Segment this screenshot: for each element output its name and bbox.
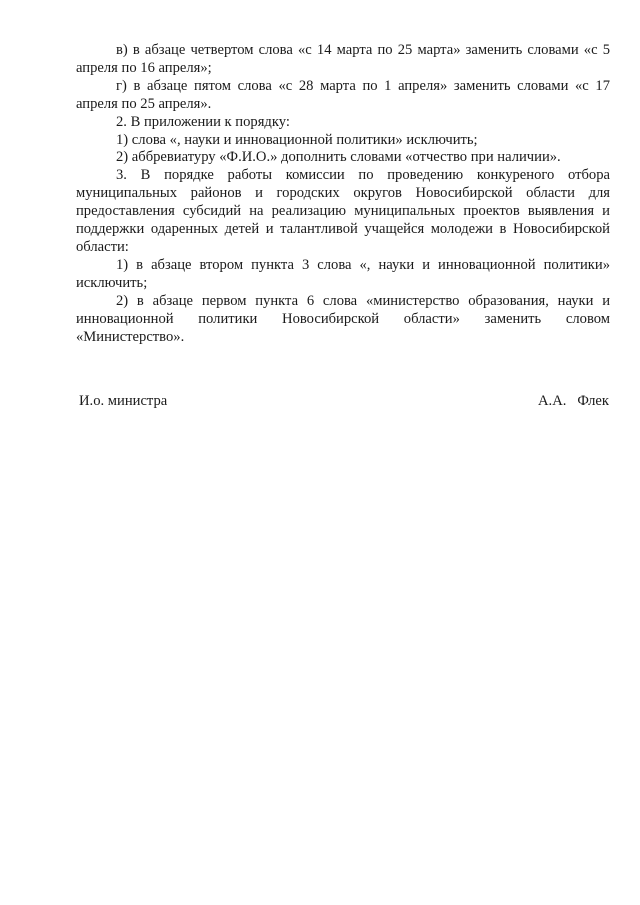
paragraph-section-2: 2. В приложении к порядку: — [116, 113, 290, 130]
paragraph-item-2: 2) аббревиатуру «Ф.И.О.» дополнить словами «отчество при наличии». — [116, 149, 561, 166]
paragraph-item-1: 1) слова «, науки и инновационной политики» исключить; — [116, 131, 478, 148]
paragraph-section-3: 3. В порядке работы комиссии по проведению конкуреного отбора муниципальных районов и городских округов Новосибирской области для предоставления субсидий на реализацию муниципальных проектов выявления и поддержки одаренных детей и талантливой учащейся молодежи в Новосибирской области: — [76, 167, 610, 255]
document-body — [76, 42, 610, 346]
paragraph-item-1-section-3: 1) в абзаце втором пункта 3 слова «, науки и инновационной политики» исключить; — [76, 256, 610, 291]
signatory-title: И.о. министра — [79, 393, 168, 409]
paragraph-item-v: в) в абзаце четвертом слова «с 14 марта по 25 марта» заменить словами «с 5 апреля по 16 апреля»; — [76, 42, 610, 76]
paragraph-item-g: г) в абзаце пятом слова «с 28 марта по 1 апреля» заменить словами «с 17 апреля по 25 апреля». — [76, 77, 610, 112]
signatory-name: А.А. Флек — [538, 393, 609, 409]
paragraph-item-2-section-3: 2) в абзаце первом пункта 6 слова «министерство образования, науки и инновационной политики Новосибирской области» заменить словом «Министерство». — [76, 292, 610, 345]
